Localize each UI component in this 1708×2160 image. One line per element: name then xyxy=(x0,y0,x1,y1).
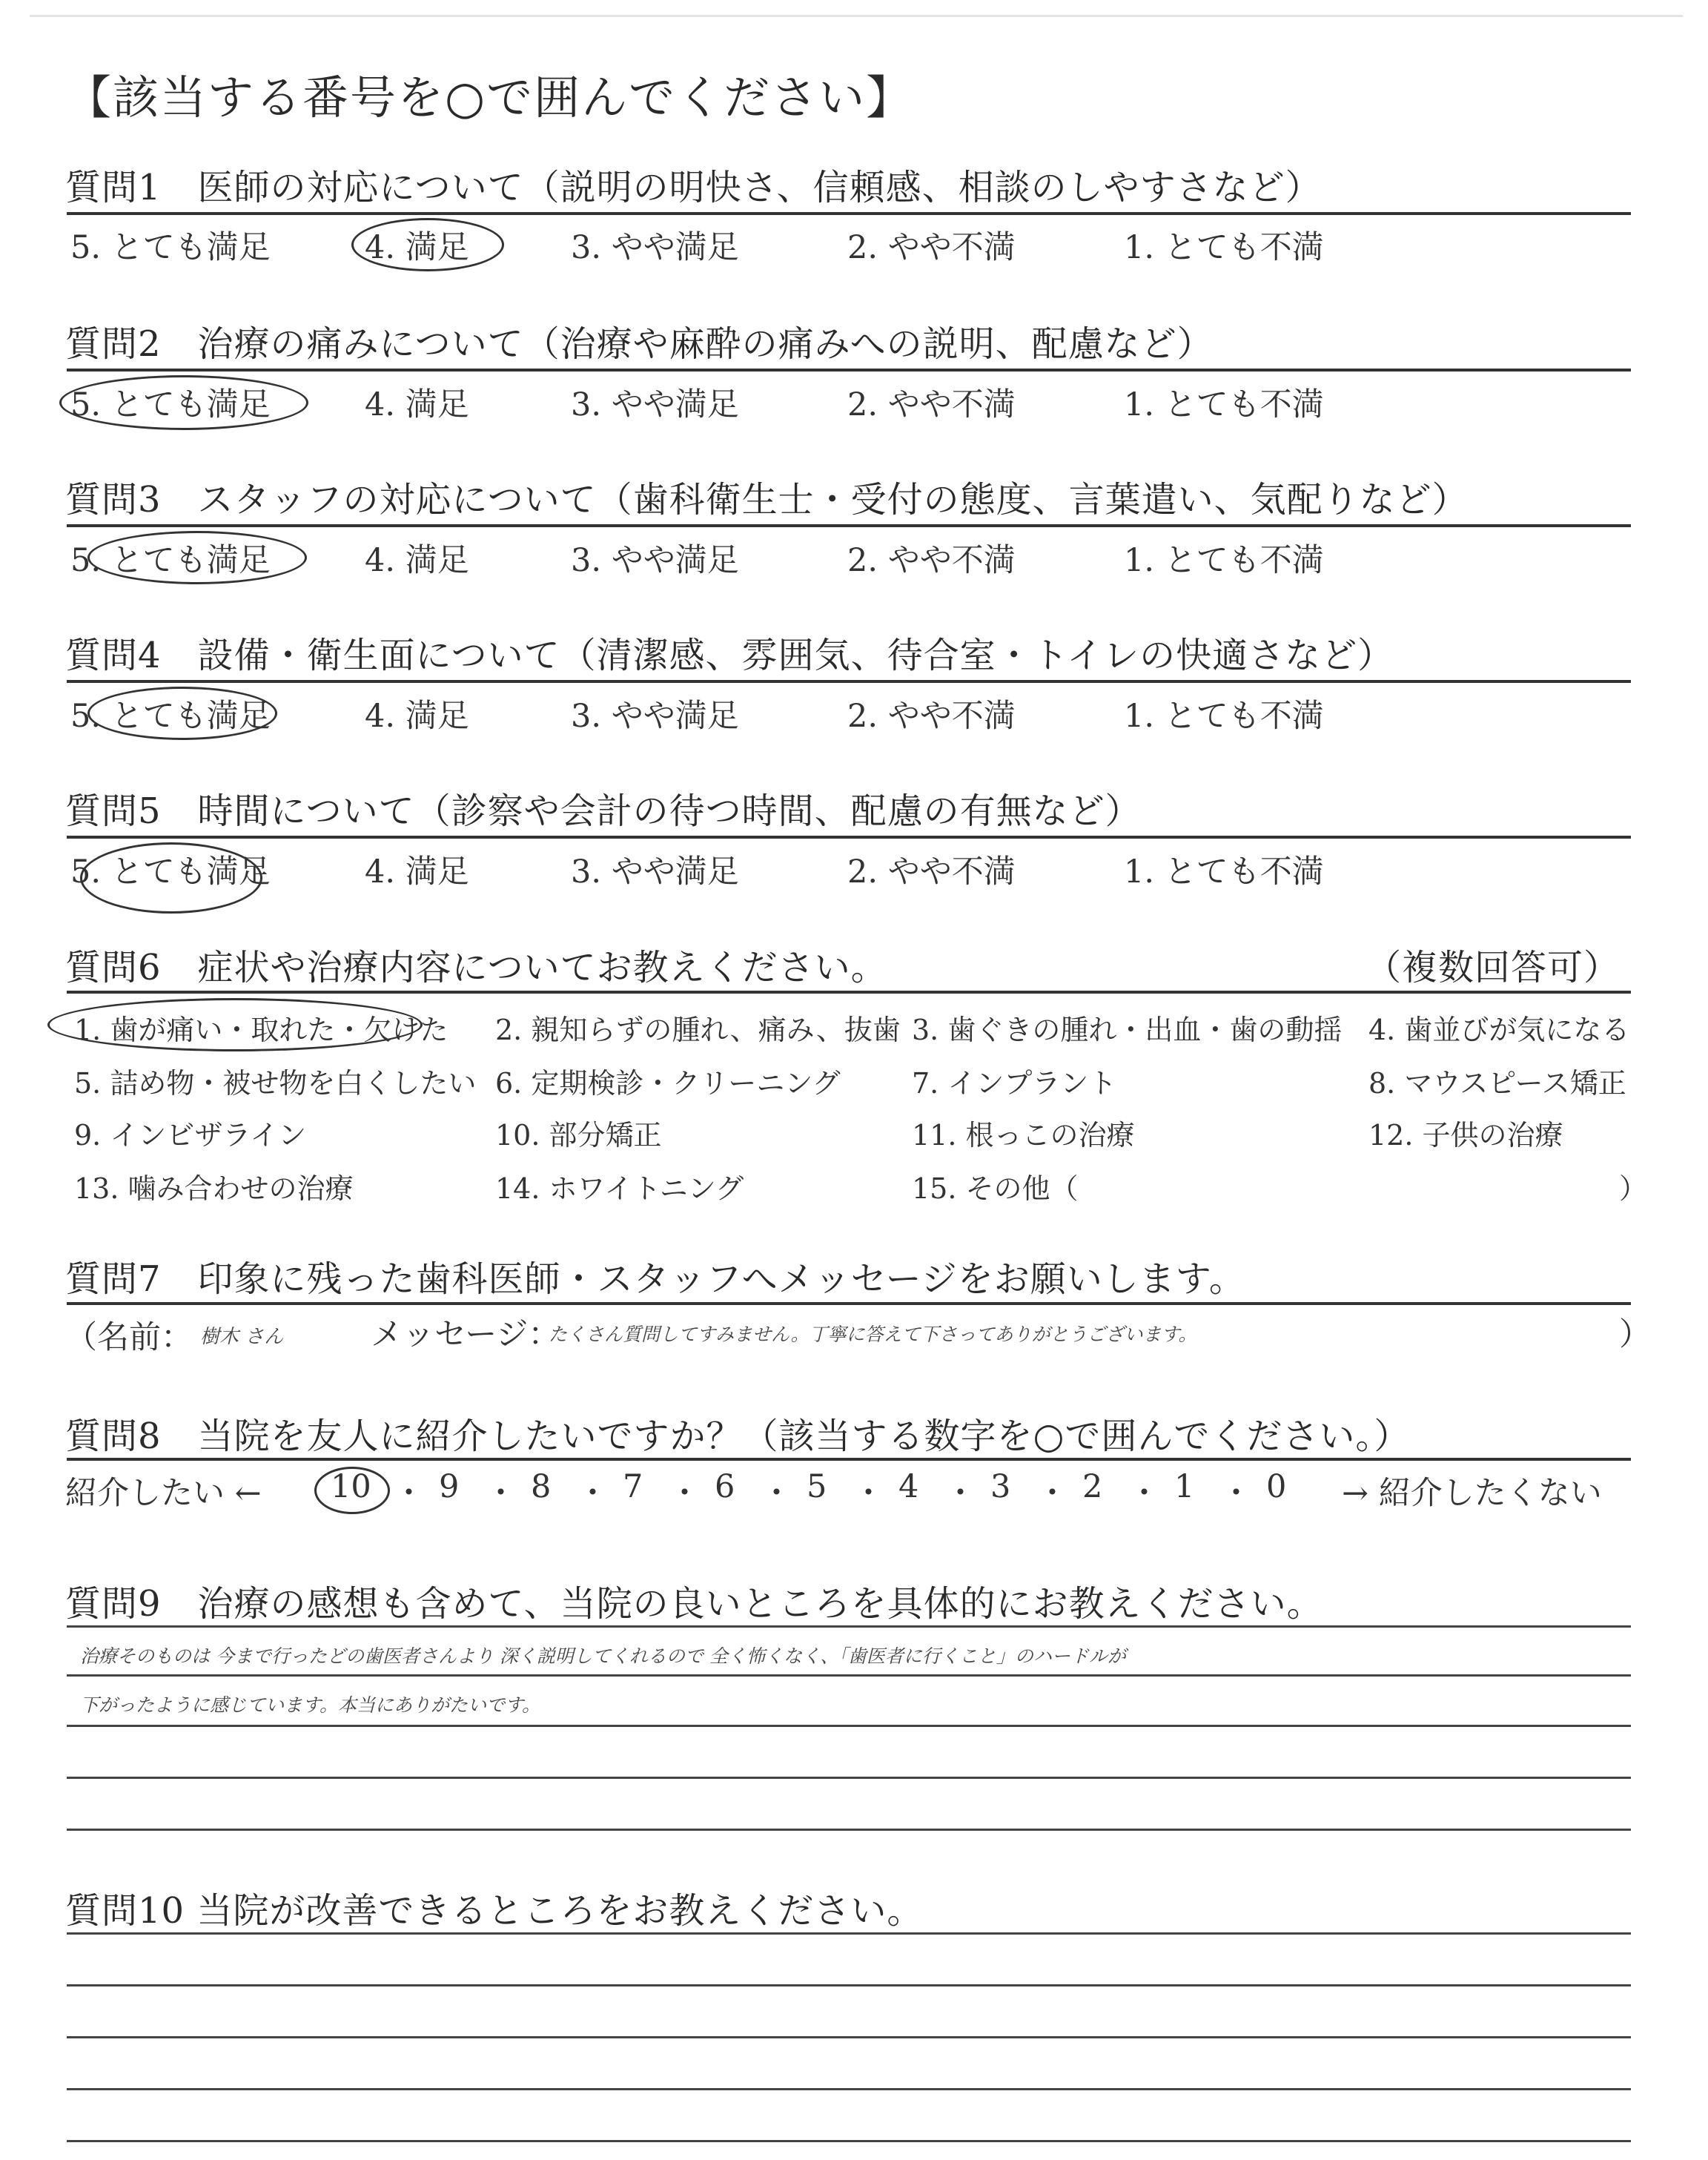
question-8-label: 質問8 当院を友人に紹介したいですか？（該当する数字を○で囲んでください。） xyxy=(65,1416,1411,1457)
question-5-rule xyxy=(67,836,1631,839)
q9-answer-text-2[interactable]: 下がったように感じています。本当にありがたいです。 xyxy=(80,1694,541,1716)
page-title: 【該当する番号を○で囲んでください】 xyxy=(65,70,914,125)
q6-option-11[interactable]: 11. 根っこの治療 xyxy=(912,1119,1135,1152)
question-7-rule xyxy=(67,1302,1631,1305)
question-9-label: 質問9 治療の感想も含めて、当院の良いところを具体的にお教えください。 xyxy=(65,1583,1323,1625)
q6-option-1[interactable]: 1. 歯が痛い・取れた・欠けた xyxy=(74,1014,448,1046)
q5-option-2[interactable]: 2. やや不満 xyxy=(847,853,1016,891)
q8-separator: ・ xyxy=(944,1475,976,1512)
question-1-label: 質問1 医師の対応について（説明の明快さ、信頼感、相談のしやすさなど） xyxy=(65,167,1322,208)
q3-option-2[interactable]: 2. やや不満 xyxy=(847,542,1016,579)
question-4-rule xyxy=(67,680,1631,683)
q1-option-4[interactable]: 4. 満足 xyxy=(365,229,469,266)
q6-option-3[interactable]: 3. 歯ぐきの腫れ・出血・歯の動揺 xyxy=(912,1014,1343,1046)
q8-separator: ・ xyxy=(853,1475,884,1512)
q2-option-3[interactable]: 3. やや満足 xyxy=(571,386,739,423)
q8-value-10[interactable]: 10 xyxy=(331,1468,371,1505)
question-2-rule xyxy=(67,369,1631,371)
q8-value-8[interactable]: 8 xyxy=(531,1468,552,1505)
q8-selection-circle xyxy=(314,1467,390,1514)
q6-option-12[interactable]: 12. 子供の治療 xyxy=(1368,1119,1563,1152)
q5-selection-circle xyxy=(80,842,262,914)
q4-option-1[interactable]: 1. とても不満 xyxy=(1124,698,1324,735)
page-top-edge xyxy=(30,15,1683,17)
q3-option-1[interactable]: 1. とても不満 xyxy=(1124,542,1324,579)
q8-separator: ・ xyxy=(485,1475,517,1512)
question-4-label: 質問4 設備・衛生面について（清潔感、雰囲気、待合室・トイレの快適さなど） xyxy=(65,635,1394,676)
q2-option-2[interactable]: 2. やや不満 xyxy=(847,386,1016,423)
q10-answer-line-4 xyxy=(67,2088,1631,2090)
q9-answer-line-2 xyxy=(67,1674,1631,1677)
q6-option-13[interactable]: 13. 噛み合わせの治療 xyxy=(74,1172,354,1205)
q9-answer-line-3 xyxy=(67,1725,1631,1727)
q8-separator: ・ xyxy=(1220,1475,1252,1512)
q8-value-6[interactable]: 6 xyxy=(715,1468,735,1505)
q8-value-3[interactable]: 3 xyxy=(990,1468,1011,1505)
q1-selection-circle xyxy=(351,218,504,271)
q8-value-0[interactable]: 0 xyxy=(1266,1468,1287,1505)
q5-option-1[interactable]: 1. とても不満 xyxy=(1124,853,1324,891)
q8-separator: ・ xyxy=(1128,1475,1160,1512)
q7-message-label: メッセージ： xyxy=(371,1316,560,1353)
q4-option-3[interactable]: 3. やや満足 xyxy=(571,698,739,735)
q8-value-7[interactable]: 7 xyxy=(623,1468,643,1505)
q6-option-15[interactable]: 15. その他（ xyxy=(912,1172,1079,1205)
q5-option-5[interactable]: 5. とても満足 xyxy=(70,853,271,891)
q1-option-3[interactable]: 3. やや満足 xyxy=(571,229,739,266)
q7-close-paren: ） xyxy=(1619,1316,1651,1353)
q9-answer-text-1[interactable]: 治療そのものは 今まで行ったどの歯医者さんより 深く説明してくれるので 全く怖くなく、「歯医者に行くこと」のハードルが xyxy=(80,1645,1126,1667)
q6-option-7[interactable]: 7. インプラント xyxy=(912,1067,1117,1100)
q8-value-1[interactable]: 1 xyxy=(1174,1468,1195,1505)
q10-answer-line-1 xyxy=(67,1932,1631,1935)
question-6-note: （複数回答可） xyxy=(1366,947,1621,988)
q1-option-1[interactable]: 1. とても不満 xyxy=(1124,229,1324,266)
q3-option-4[interactable]: 4. 満足 xyxy=(365,542,469,579)
question-7-label: 質問7 印象に残った歯科医師・スタッフへメッセージをお願いします。 xyxy=(65,1258,1245,1300)
question-8-rule xyxy=(67,1458,1631,1461)
q5-option-3[interactable]: 3. やや満足 xyxy=(571,853,739,891)
question-1-rule xyxy=(67,212,1631,215)
q1-option-5[interactable]: 5. とても満足 xyxy=(70,229,271,266)
question-10-label: 質問10 当院が改善できるところをお教えください。 xyxy=(65,1890,924,1932)
q8-separator: ・ xyxy=(669,1475,701,1512)
q5-option-4[interactable]: 4. 満足 xyxy=(365,853,469,891)
question-6-rule xyxy=(67,991,1631,994)
q8-separator: ・ xyxy=(577,1475,609,1512)
q8-separator: ・ xyxy=(393,1475,425,1512)
q8-value-4[interactable]: 4 xyxy=(898,1468,919,1505)
q10-answer-line-3 xyxy=(67,2036,1631,2038)
q8-separator: ・ xyxy=(761,1475,792,1512)
q4-option-2[interactable]: 2. やや不満 xyxy=(847,698,1016,735)
q1-option-2[interactable]: 2. やや不満 xyxy=(847,229,1016,266)
q2-option-5[interactable]: 5. とても満足 xyxy=(70,386,271,423)
q8-left-label: 紹介したい ← xyxy=(65,1475,262,1512)
q8-separator: ・ xyxy=(1036,1475,1068,1512)
q8-value-2[interactable]: 2 xyxy=(1082,1468,1103,1505)
q2-selection-circle xyxy=(59,375,308,430)
q3-option-3[interactable]: 3. やや満足 xyxy=(571,542,739,579)
q9-answer-line-1 xyxy=(67,1625,1631,1628)
q6-option-9[interactable]: 9. インビザライン xyxy=(74,1119,307,1152)
q6-option-10[interactable]: 10. 部分矯正 xyxy=(495,1119,662,1152)
q6-option-14[interactable]: 14. ホワイトニング xyxy=(495,1172,744,1205)
q9-answer-line-5 xyxy=(67,1829,1631,1831)
q7-name-value[interactable]: 樹木 さん xyxy=(200,1326,284,1348)
question-5-label: 質問5 時間について（診察や会計の待つ時間、配慮の有無など） xyxy=(65,790,1142,832)
q2-option-1[interactable]: 1. とても不満 xyxy=(1124,386,1324,423)
question-2-label: 質問2 治療の痛みについて（治療や麻酔の痛みへの説明、配慮など） xyxy=(65,323,1214,365)
q9-answer-line-4 xyxy=(67,1777,1631,1779)
q8-value-9[interactable]: 9 xyxy=(439,1468,460,1505)
q6-selection-circle xyxy=(47,998,423,1051)
q6-option-6[interactable]: 6. 定期検診・クリーニング xyxy=(495,1067,841,1100)
q3-selection-circle xyxy=(87,531,307,584)
q10-answer-line-5 xyxy=(67,2140,1631,2142)
q7-message-value[interactable]: たくさん質問してすみません。丁寧に答えて下さってありがとうございます。 xyxy=(549,1324,1197,1345)
q6-option-15-close: ） xyxy=(1619,1172,1648,1205)
question-3-rule xyxy=(67,524,1631,527)
q4-option-4[interactable]: 4. 満足 xyxy=(365,698,469,735)
question-3-label: 質問3 スタッフの対応について（歯科衛生士・受付の態度、言葉遣い、気配りなど） xyxy=(65,479,1469,521)
q3-option-5[interactable]: 5. とても満足 xyxy=(70,542,271,579)
q6-option-5[interactable]: 5. 詰め物・被せ物を白くしたい xyxy=(74,1067,477,1100)
q4-selection-circle xyxy=(87,687,277,740)
q6-option-2[interactable]: 2. 親知らずの腫れ、痛み、抜歯 xyxy=(495,1014,901,1046)
q2-option-4[interactable]: 4. 満足 xyxy=(365,386,469,423)
q10-answer-line-2 xyxy=(67,1984,1631,1986)
q6-option-8[interactable]: 8. マウスピース矯正 xyxy=(1368,1067,1626,1100)
q4-option-5[interactable]: 5. とても満足 xyxy=(70,698,271,735)
q8-value-5[interactable]: 5 xyxy=(807,1468,827,1505)
q7-name-label: （名前： xyxy=(65,1319,193,1356)
q6-option-4[interactable]: 4. 歯並びが気になる xyxy=(1368,1014,1630,1046)
question-6-label: 質問6 症状や治療内容についてお教えください。 xyxy=(65,947,887,988)
q8-right-label: → 紹介したくない xyxy=(1342,1475,1602,1512)
